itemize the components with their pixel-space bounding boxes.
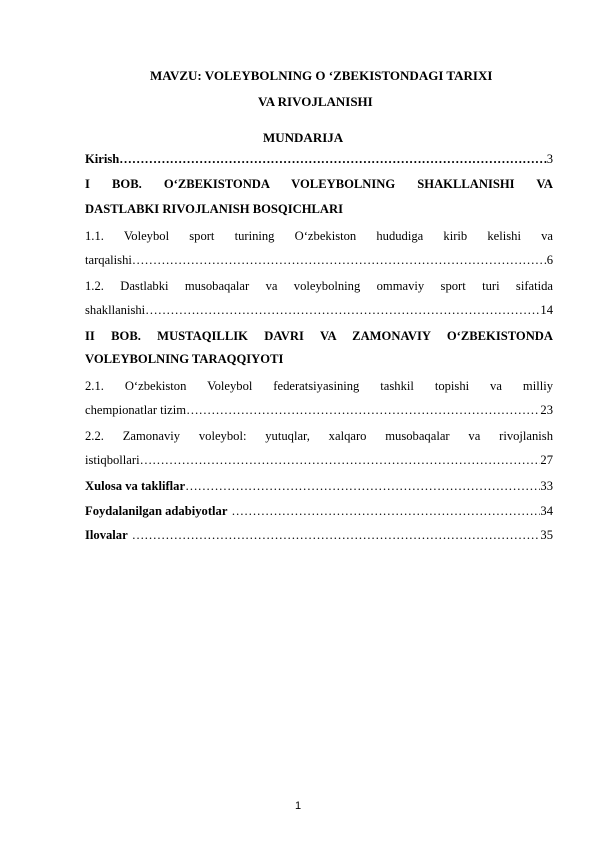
toc-leader-dots	[119, 150, 546, 168]
toc-leader-dots	[132, 251, 547, 269]
toc-entry-section-1-1[interactable]: 1.1. Voleybol sport turining O‘zbekiston hududiga kirib kelishi va	[85, 229, 553, 243]
toc-entry-references[interactable]	[85, 502, 553, 520]
toc-entry-label: Foydalanilgan adabiyotlar	[85, 504, 228, 518]
toc-page-number: 3	[546, 152, 553, 166]
toc-page-number: 35	[540, 528, 553, 542]
contents-heading: MUNDARIJA	[263, 130, 344, 145]
toc-entry-section-1-2[interactable]: 1.2. Dastlabki musobaqalar va voleybolning ommaviy sport turi sifatida	[85, 279, 553, 293]
toc-entry-label: tarqalishi	[85, 253, 132, 267]
toc-entry-label: Xulosa va takliflar	[85, 479, 186, 493]
toc-entry-chapter2[interactable]: II BOB. MUSTAQILLIK DAVRI VA ZAMONAVIY O‘ZBEKISTONDA	[85, 329, 553, 343]
toc-page-number: 23	[540, 403, 553, 417]
toc-leader-dots	[145, 301, 540, 319]
topic-title-line1: MAVZU: VOLEYBOLNING O ‘ZBEKISTONDAGI TARIXI	[150, 68, 493, 83]
toc-entry-section-1-2-cont[interactable]	[85, 301, 553, 319]
toc-leader-dots	[128, 526, 541, 544]
topic-title-line2: VA RIVOJLANISHI	[258, 94, 373, 109]
toc-page-number: 6	[546, 253, 553, 267]
toc-entry-section-1-1-cont[interactable]	[85, 251, 553, 269]
toc-entry-label: Ilovalar	[85, 528, 128, 542]
toc-leader-dots	[185, 477, 540, 495]
toc-entry-section-2-2[interactable]: 2.2. Zamonaviy voleybol: yutuqlar, xalqaro musobaqalar va rivojlanish	[85, 429, 553, 443]
toc-page-number: 14	[540, 303, 553, 317]
toc-entry-appendix[interactable]	[85, 526, 553, 544]
toc-entry-label: Kirish	[85, 152, 120, 166]
toc-leader-dots	[186, 401, 540, 419]
toc-entry-conclusion[interactable]	[85, 477, 553, 495]
toc-page-number: 34	[540, 504, 553, 518]
toc-entry-section-2-2-cont[interactable]	[85, 451, 553, 469]
toc-page-number: 27	[540, 453, 553, 467]
toc-entry-section-2-1[interactable]: 2.1. O‘zbekiston Voleybol federatsiyasining tashkil topishi va milliy	[85, 379, 553, 393]
toc-entry-intro[interactable]	[85, 150, 553, 168]
toc-entry-label: chempionatlar tizim	[85, 403, 187, 417]
toc-entry-chapter1-cont[interactable]: DASTLABKI RIVOJLANISH BOSQICHLARI	[85, 202, 343, 216]
toc-entry-label: istiqbollari	[85, 453, 140, 467]
toc-entry-chapter1[interactable]: I BOB. O‘ZBEKISTONDA VOLEYBOLNING SHAKLLANISHI VA	[85, 177, 553, 191]
toc-entry-label: shakllanishi	[85, 303, 146, 317]
toc-entry-section-2-1-cont[interactable]	[85, 401, 553, 419]
toc-leader-dots	[140, 451, 541, 469]
page-number: 1	[294, 800, 302, 812]
toc-leader-dots	[227, 502, 540, 520]
toc-entry-chapter2-cont[interactable]: VOLEYBOLNING TARAQQIYOTI	[85, 352, 284, 366]
toc-page-number: 33	[540, 479, 553, 493]
